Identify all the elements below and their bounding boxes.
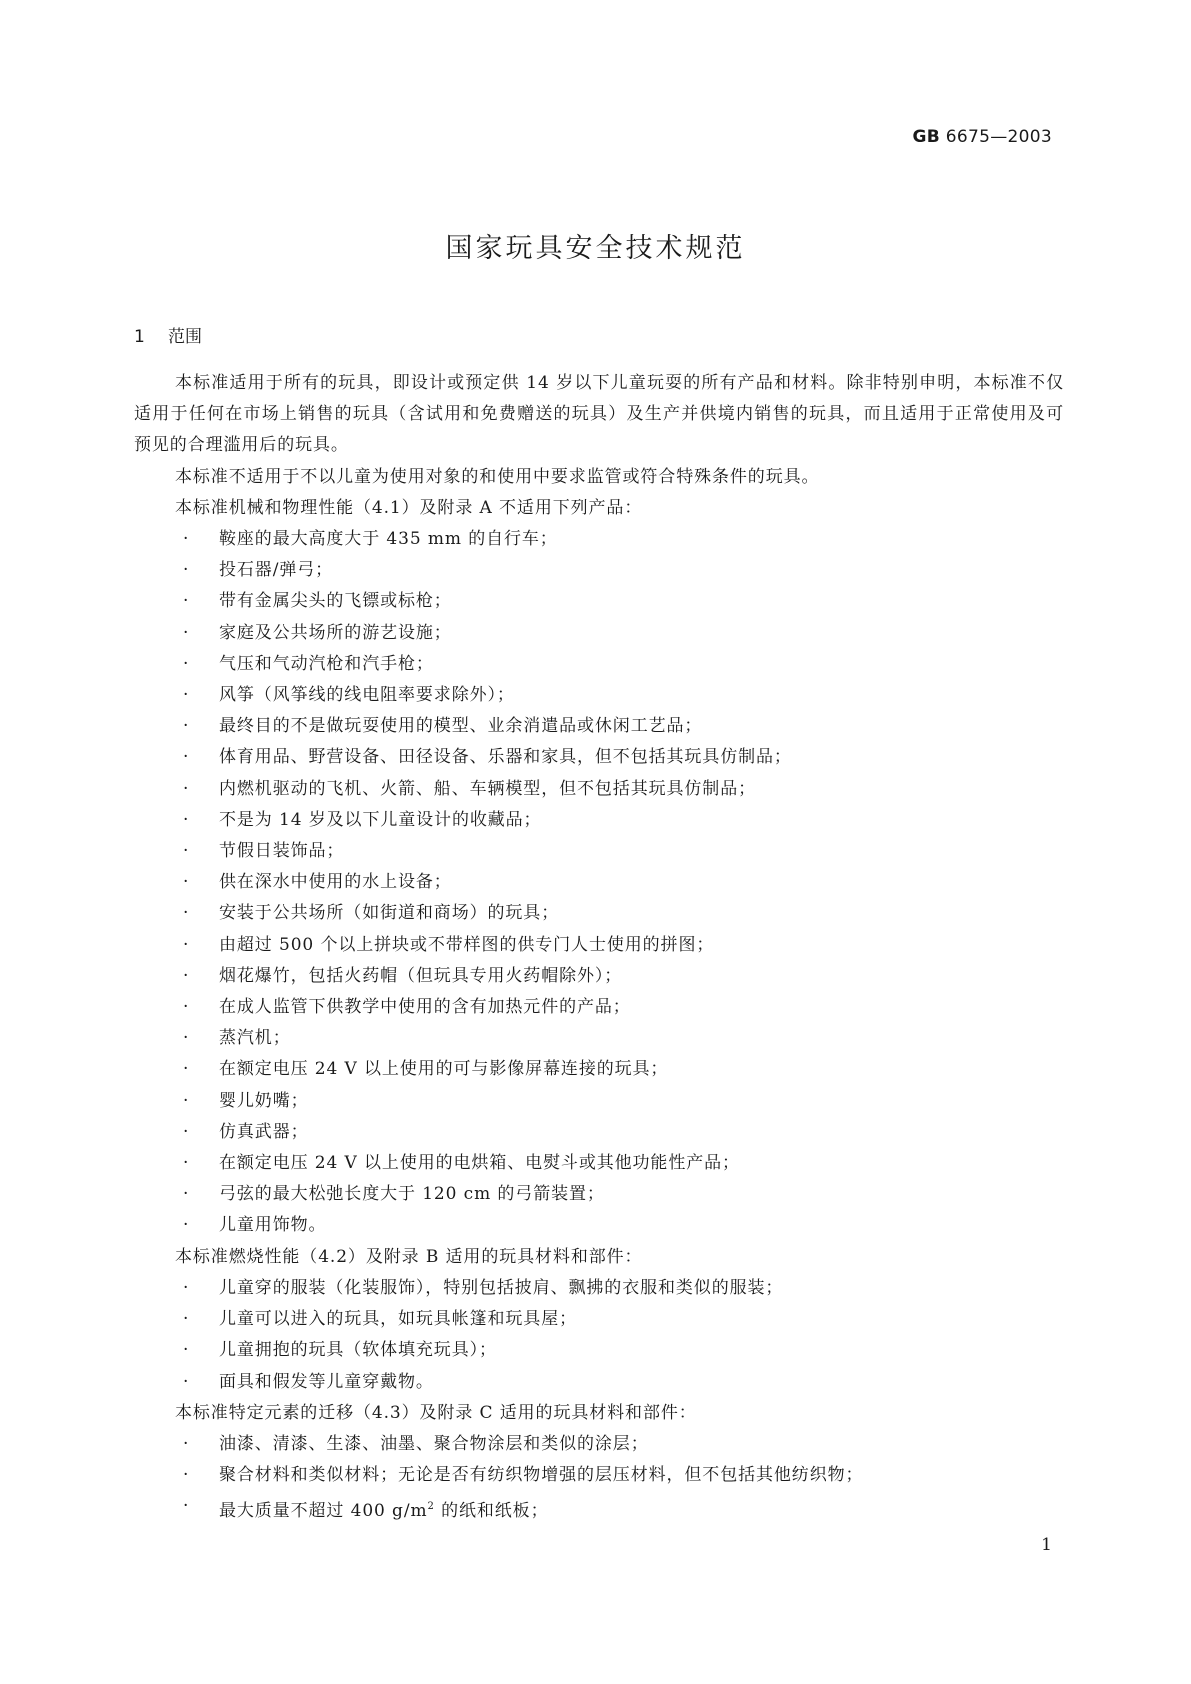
list-item bbox=[134, 898, 1064, 929]
list-item-text: 由超过 500 个以上拼块或不带样图的供专门人士使用的拼图； bbox=[219, 934, 715, 955]
list-item bbox=[134, 1210, 1064, 1241]
list-item-text: 风筝（风筝线的线电阻率要求除外）； bbox=[219, 685, 515, 706]
list-item-text: 家庭及公共场所的游艺设施； bbox=[219, 622, 452, 643]
list-item-text: 仿真武器； bbox=[219, 1121, 309, 1142]
list-item-text: 在额定电压 24 V 以上使用的电烘箱、电熨斗或其他功能性产品； bbox=[219, 1153, 740, 1174]
list-item bbox=[134, 1054, 1064, 1085]
list-item-text: 面具和假发等儿童穿戴物。 bbox=[219, 1371, 434, 1392]
bullet-icon: · bbox=[183, 1215, 190, 1236]
bullet-icon: · bbox=[183, 591, 190, 612]
list-item bbox=[134, 1304, 1064, 1335]
migration-list bbox=[134, 1429, 1064, 1528]
document-body bbox=[134, 368, 1064, 1528]
mechanical-exclusions-list bbox=[134, 524, 1064, 1242]
list-item-text: 的纸和纸板； bbox=[434, 1501, 549, 1522]
list-item bbox=[134, 1335, 1064, 1366]
bullet-icon: · bbox=[183, 1433, 190, 1454]
bullet-icon: · bbox=[183, 529, 190, 550]
bullet-icon: · bbox=[183, 1496, 190, 1517]
list-item-text: 弓弦的最大松弛长度大于 120 cm 的弓箭装置； bbox=[219, 1184, 605, 1205]
list-item bbox=[134, 1491, 1064, 1527]
list-item-text: 儿童用饰物。 bbox=[219, 1215, 327, 1236]
list-item bbox=[134, 555, 1064, 586]
bullet-icon: · bbox=[183, 1090, 190, 1111]
bullet-icon: · bbox=[183, 685, 190, 706]
section-number: 1 bbox=[134, 327, 145, 347]
list-item bbox=[134, 1367, 1064, 1398]
list-item bbox=[134, 1086, 1064, 1117]
list-item-text: 气压和气动汽枪和汽手枪； bbox=[219, 653, 434, 674]
page-number: 1 bbox=[1041, 1535, 1052, 1555]
bullet-icon: · bbox=[183, 1277, 190, 1298]
bullet-icon: · bbox=[183, 560, 190, 581]
list-item-text: 儿童拥抱的玩具（软体填充玩具）； bbox=[219, 1340, 497, 1361]
bullet-icon: · bbox=[183, 872, 190, 893]
bullet-icon: · bbox=[183, 841, 190, 862]
list-item bbox=[134, 1273, 1064, 1304]
list-item bbox=[134, 836, 1064, 867]
list-item-text: 儿童穿的服装（化装服饰），特别包括披肩、飘拂的衣服和类似的服装； bbox=[219, 1277, 784, 1298]
list-item bbox=[134, 1179, 1064, 1210]
bullet-icon: · bbox=[183, 809, 190, 830]
list-item bbox=[134, 1460, 1064, 1491]
paragraph-flammability-intro: 本标准燃烧性能（4.2）及附录 B 适用的玩具材料和部件： bbox=[175, 1246, 643, 1267]
list-item bbox=[134, 618, 1064, 649]
list-item bbox=[134, 586, 1064, 617]
list-item bbox=[134, 711, 1064, 742]
list-item bbox=[134, 742, 1064, 773]
list-item-text: 内燃机驱动的飞机、火箭、船、车辆模型，但不包括其玩具仿制品； bbox=[219, 778, 756, 799]
list-item-text: 聚合材料和类似材料；无论是否有纺织物增强的层压材料，但不包括其他纺织物； bbox=[219, 1465, 864, 1486]
list-item-text: 油漆、清漆、生漆、油墨、聚合物涂层和类似的涂层； bbox=[219, 1433, 649, 1454]
list-item-text: 蒸汽机； bbox=[219, 1028, 291, 1049]
bullet-icon: · bbox=[183, 716, 190, 737]
list-item-text: 烟花爆竹，包括火药帽（但玩具专用火药帽除外）； bbox=[219, 965, 623, 986]
flammability-list bbox=[134, 1273, 1064, 1398]
standard-prefix: GB bbox=[912, 127, 941, 147]
superscript: 2 bbox=[427, 1501, 435, 1513]
list-item-text: 鞍座的最大高度大于 435 mm 的自行车； bbox=[219, 529, 558, 550]
list-item bbox=[134, 774, 1064, 805]
list-item-text: 在额定电压 24 V 以上使用的可与影像屏幕连接的玩具； bbox=[219, 1059, 669, 1080]
list-item-text: 不是为 14 岁及以下儿童设计的收藏品； bbox=[219, 809, 542, 830]
bullet-icon: · bbox=[183, 934, 190, 955]
list-item-text: 最终目的不是做玩耍使用的模型、业余消遣品或休闲工艺品； bbox=[219, 716, 703, 737]
list-item bbox=[134, 992, 1064, 1023]
list-item-text: 最大质量不超过 400 g/m bbox=[219, 1501, 428, 1522]
section-title: 范围 bbox=[168, 327, 202, 347]
standard-number: 6675—2003 bbox=[945, 127, 1052, 147]
document-title: 国家玩具安全技术规范 bbox=[445, 233, 746, 264]
list-item bbox=[134, 649, 1064, 680]
paragraph-intro: 本标准适用于所有的玩具，即设计或预定供 14 岁以下儿童玩耍的所有产品和材料。除非特别申明，本标准不仅适用于任何在市场上销售的玩具（含试用和免费赠送的玩具）及生产并供境内销售的玩具，而且适用于正常使用及可预见的合理滥用后的玩具。 bbox=[134, 373, 1064, 456]
bullet-icon: · bbox=[183, 1465, 190, 1486]
list-item bbox=[134, 961, 1064, 992]
list-item-text: 安装于公共场所（如街道和商场）的玩具； bbox=[219, 903, 560, 924]
bullet-icon: · bbox=[183, 1184, 190, 1205]
bullet-icon: · bbox=[183, 1309, 190, 1330]
bullet-icon: · bbox=[183, 903, 190, 924]
list-item-text: 在成人监管下供教学中使用的含有加热元件的产品； bbox=[219, 997, 631, 1018]
list-item bbox=[134, 1117, 1064, 1148]
bullet-icon: · bbox=[183, 1028, 190, 1049]
bullet-icon: · bbox=[183, 778, 190, 799]
standard-code bbox=[913, 127, 1052, 147]
list-item bbox=[134, 867, 1064, 898]
bullet-icon: · bbox=[183, 997, 190, 1018]
paragraph-not-applicable: 本标准不适用于不以儿童为使用对象的和使用中要求监管或符合特殊条件的玩具。 bbox=[175, 466, 820, 487]
bullet-icon: · bbox=[183, 1121, 190, 1142]
list-item bbox=[134, 930, 1064, 961]
list-item-text: 供在深水中使用的水上设备； bbox=[219, 872, 452, 893]
bullet-icon: · bbox=[183, 1371, 190, 1392]
bullet-icon: · bbox=[183, 747, 190, 768]
list-item-text: 投石器/弹弓； bbox=[219, 560, 334, 581]
bullet-icon: · bbox=[183, 965, 190, 986]
list-item-text: 婴儿奶嘴； bbox=[219, 1090, 309, 1111]
list-item bbox=[134, 1148, 1064, 1179]
list-item bbox=[134, 680, 1064, 711]
paragraph-mechanical-intro: 本标准机械和物理性能（4.1）及附录 A 不适用下列产品： bbox=[175, 497, 643, 518]
list-item-text: 带有金属尖头的飞镖或标枪； bbox=[219, 591, 452, 612]
list-item bbox=[134, 524, 1064, 555]
list-item bbox=[134, 1023, 1064, 1054]
list-item-text: 体育用品、野营设备、田径设备、乐器和家具，但不包括其玩具仿制品； bbox=[219, 747, 792, 768]
bullet-icon: · bbox=[183, 1059, 190, 1080]
list-item-text: 节假日装饰品； bbox=[219, 841, 345, 862]
paragraph-migration-intro: 本标准特定元素的迁移（4.3）及附录 C 适用的玩具材料和部件： bbox=[175, 1402, 697, 1423]
bullet-icon: · bbox=[183, 1153, 190, 1174]
list-item bbox=[134, 1429, 1064, 1460]
list-item-text: 儿童可以进入的玩具，如玩具帐篷和玩具屋； bbox=[219, 1309, 577, 1330]
bullet-icon: · bbox=[183, 653, 190, 674]
bullet-icon: · bbox=[183, 1340, 190, 1361]
section-heading bbox=[134, 322, 202, 347]
bullet-icon: · bbox=[183, 622, 190, 643]
list-item bbox=[134, 805, 1064, 836]
